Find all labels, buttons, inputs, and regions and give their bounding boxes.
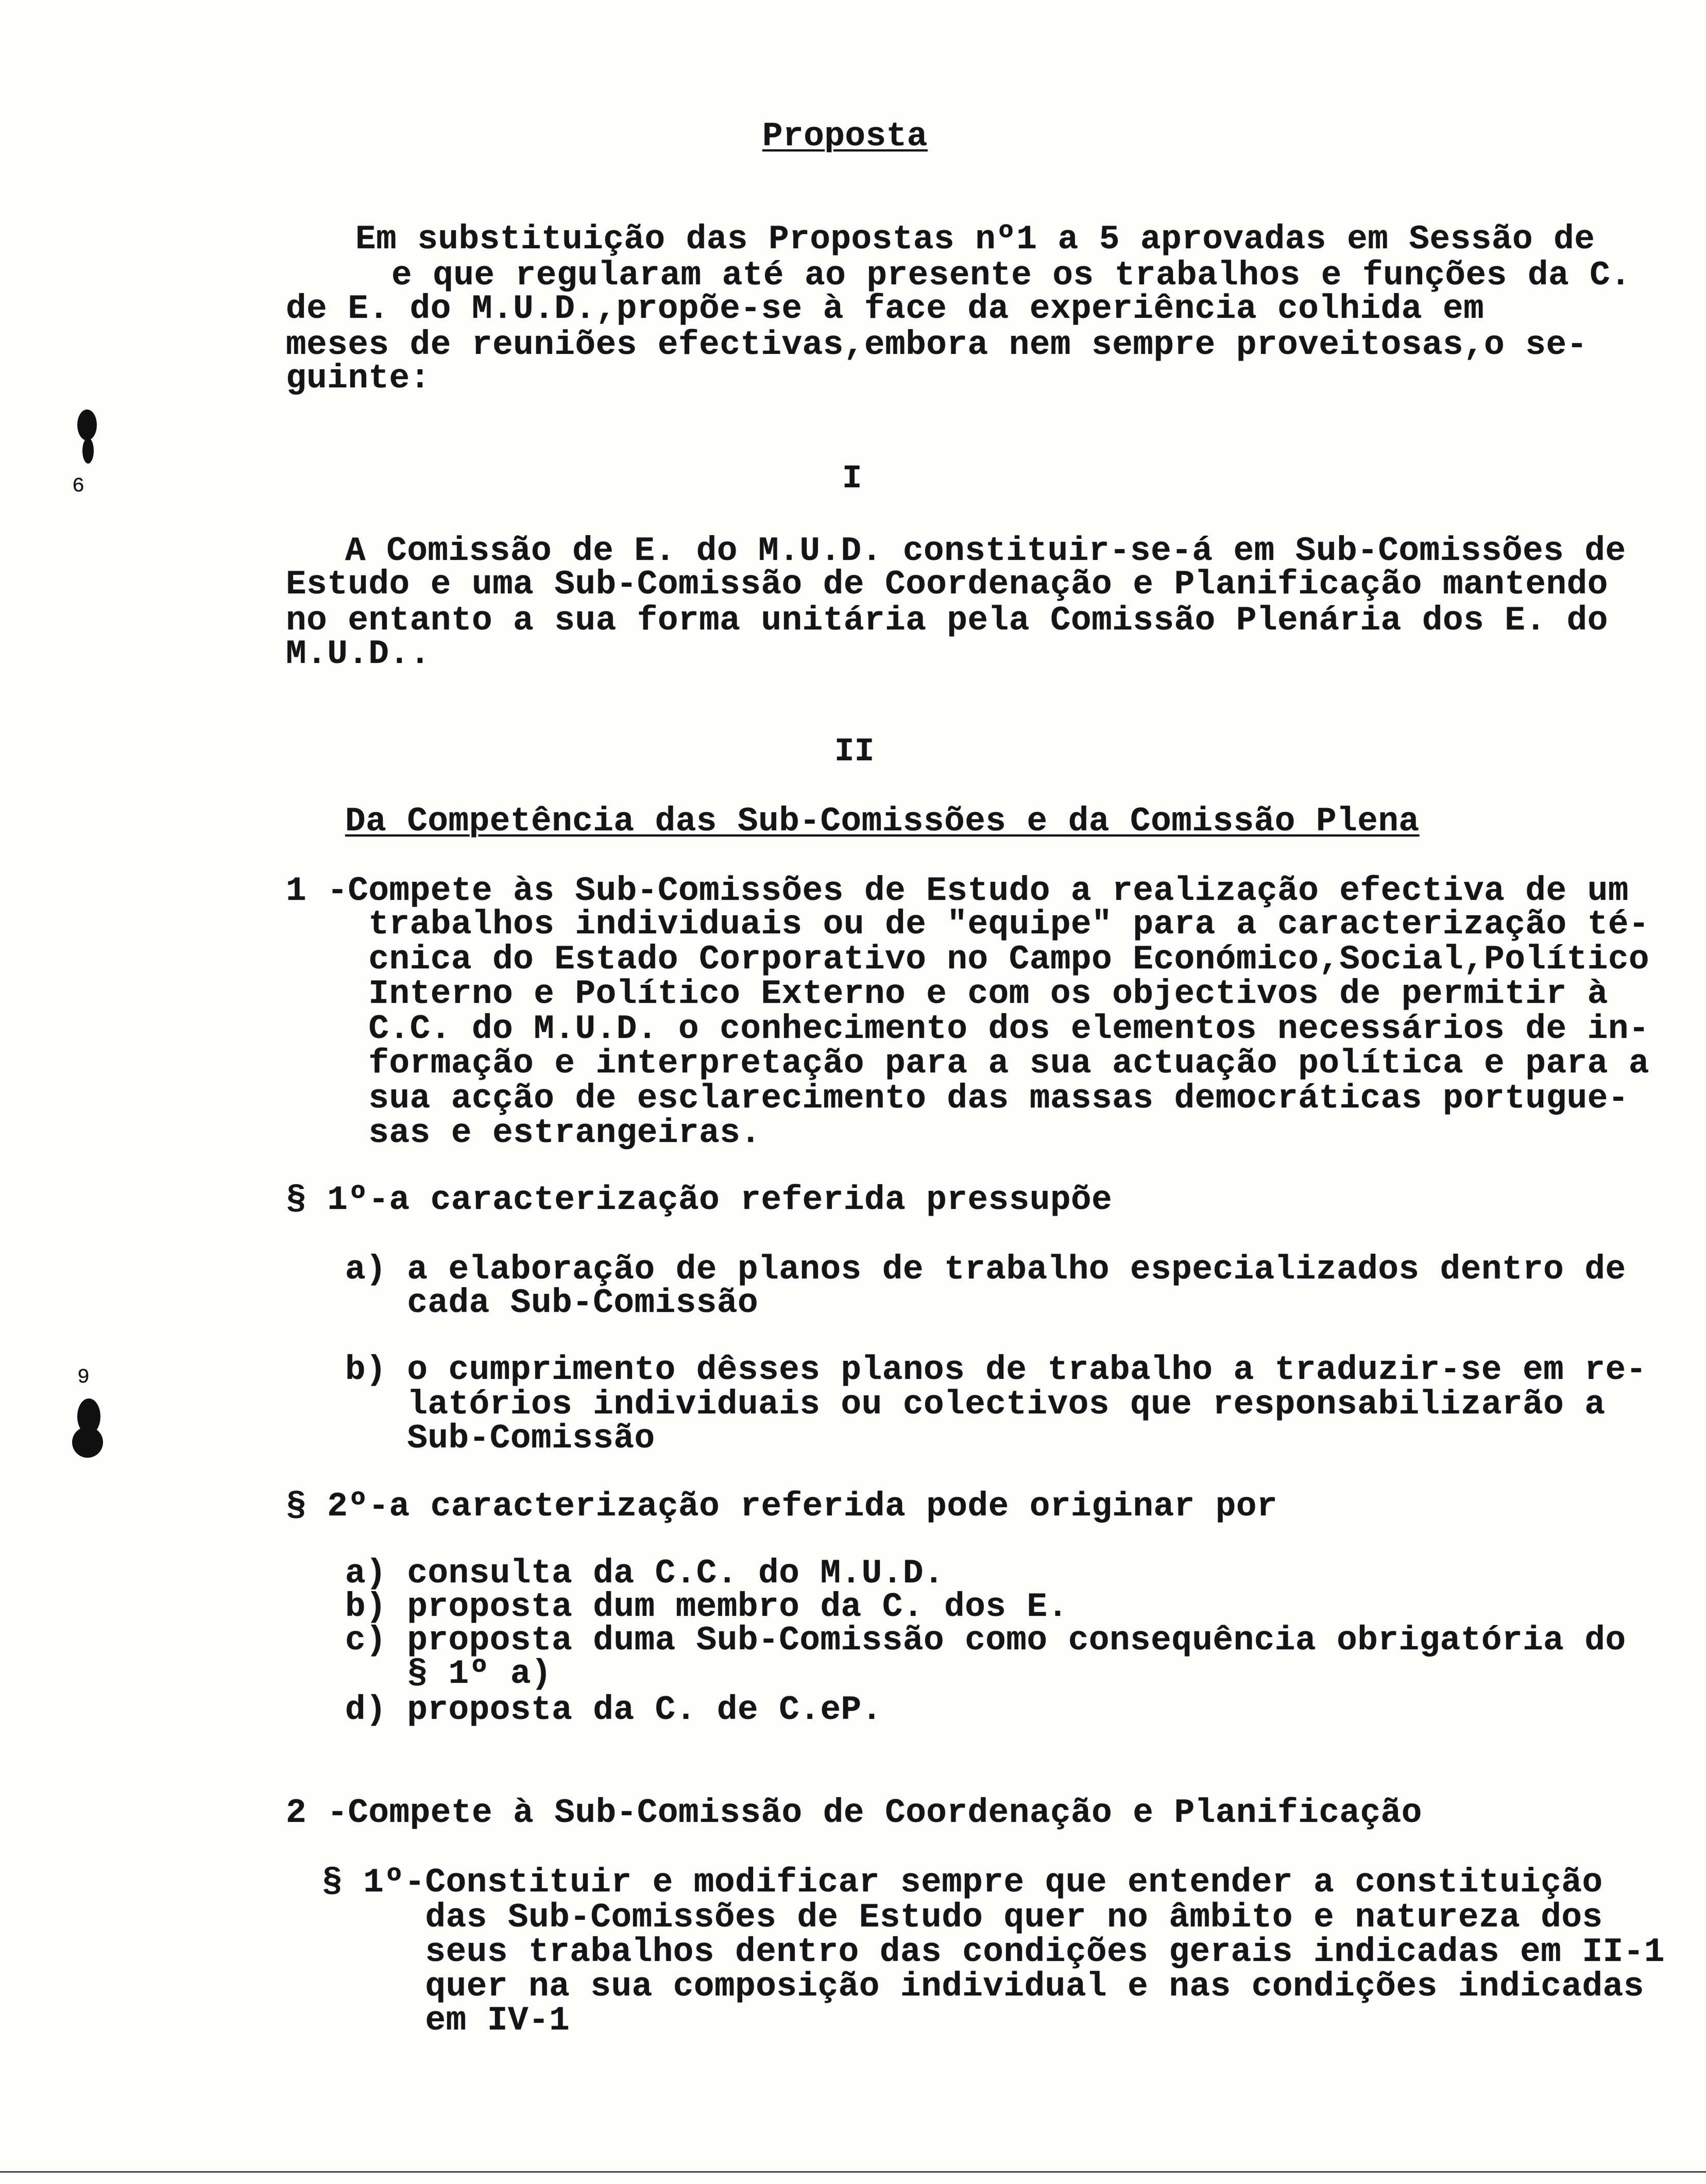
item-1-line: formação e interpretação para a sua actuação política e para a xyxy=(286,1044,1650,1083)
item-1-line: 1 -Compete às Sub-Comissões de Estudo a realização efectiva de um xyxy=(286,872,1629,910)
ink-blot xyxy=(82,438,94,464)
section-numeral-1: I xyxy=(842,460,862,498)
intro-line: Em substituição das Propostas nº1 a 5 aprovadas em Sessão de xyxy=(355,220,1595,259)
margin-number: 6 xyxy=(72,475,85,498)
list-item-line: c) proposta duma Sub-Comissão como consequência obrigatória do xyxy=(345,1621,1626,1660)
section-1-line: M.U.D.. xyxy=(286,635,431,673)
list-item-line: § 1º a) xyxy=(345,1654,552,1693)
section-numeral-2: II xyxy=(834,733,875,771)
margin-number: 9 xyxy=(77,1366,90,1389)
item-2-line: seus trabalhos dentro das condições gerais indicadas em II-1 xyxy=(322,1933,1665,1971)
section-1-line: Estudo e uma Sub-Comissão de Coordenação e Planificação mantendo xyxy=(286,565,1608,604)
document-title: Proposta xyxy=(762,117,928,156)
ink-blot xyxy=(77,410,97,440)
list-item-line: latórios individuais ou colectivos que responsabilizarão a xyxy=(345,1385,1606,1424)
list-item-line: b) proposta dum membro da C. dos E. xyxy=(345,1588,1068,1626)
item-1-line: C.C. do M.U.D. o conhecimento dos elementos necessários de in- xyxy=(286,1010,1650,1048)
item-2-line: quer na sua composição individual e nas condições indicadas xyxy=(322,1967,1644,2006)
intro-line: de E. do M.U.D.,propõe-se à face da experiência colhida em xyxy=(286,289,1485,328)
ink-blot xyxy=(72,1427,103,1458)
item-1-line: trabalhos individuais ou de "equipe" para a caracterização té- xyxy=(286,905,1650,944)
paragraph-1-heading: § 1º-a caracterização referida pressupõe xyxy=(286,1181,1113,1219)
list-item-line: Sub-Comissão xyxy=(345,1419,655,1458)
scan-edge-line xyxy=(0,2171,1706,2173)
section-1-line: A Comissão de E. do M.U.D. constituir-se-á em Sub-Comissões de xyxy=(345,532,1626,570)
list-item-line: cada Sub-Comissão xyxy=(345,1284,759,1322)
item-1-line: cnica do Estado Corporativo no Campo Económico,Social,Político xyxy=(286,940,1650,979)
item-1-line: Interno e Político Externo e com os objectivos de permitir à xyxy=(286,975,1608,1013)
item-2-line: das Sub-Comissões de Estudo quer no âmbito e natureza dos xyxy=(322,1898,1603,1937)
intro-line: e que regularam até ao presente os trabalhos e funções da C. xyxy=(391,256,1631,295)
item-2-heading: 2 -Compete à Sub-Comissão de Coordenação e Planificação xyxy=(286,1794,1422,1832)
list-item-line: a) consulta da C.C. do M.U.D. xyxy=(345,1554,945,1593)
section-1-line: no entanto a sua forma unitária pela Comissão Plenária dos E. do xyxy=(286,601,1608,640)
item-2-line: § 1º-Constituir e modificar sempre que entender a constituição xyxy=(322,1863,1603,1902)
item-1-line: sua acção de esclarecimento das massas democráticas portugue- xyxy=(286,1079,1629,1118)
paragraph-2-heading: § 2º-a caracterização referida pode originar por xyxy=(286,1487,1278,1526)
list-item-line: b) o cumprimento dêsses planos de trabalho a traduzir-se em re- xyxy=(345,1351,1647,1389)
item-1-line: sas e estrangeiras. xyxy=(286,1114,761,1152)
list-item-line: a) a elaboração de planos de trabalho especializados dentro de xyxy=(345,1250,1626,1289)
intro-line: guinte: xyxy=(286,359,431,398)
item-2-line: em IV-1 xyxy=(322,2001,570,2040)
list-item-line: d) proposta da C. de C.eP. xyxy=(345,1691,882,1729)
section-2-heading: Da Competência das Sub-Comissões e da Comissão Plena xyxy=(345,802,1420,841)
intro-line: meses de reuniões efectivas,embora nem sempre proveitosas,o se- xyxy=(286,326,1588,364)
